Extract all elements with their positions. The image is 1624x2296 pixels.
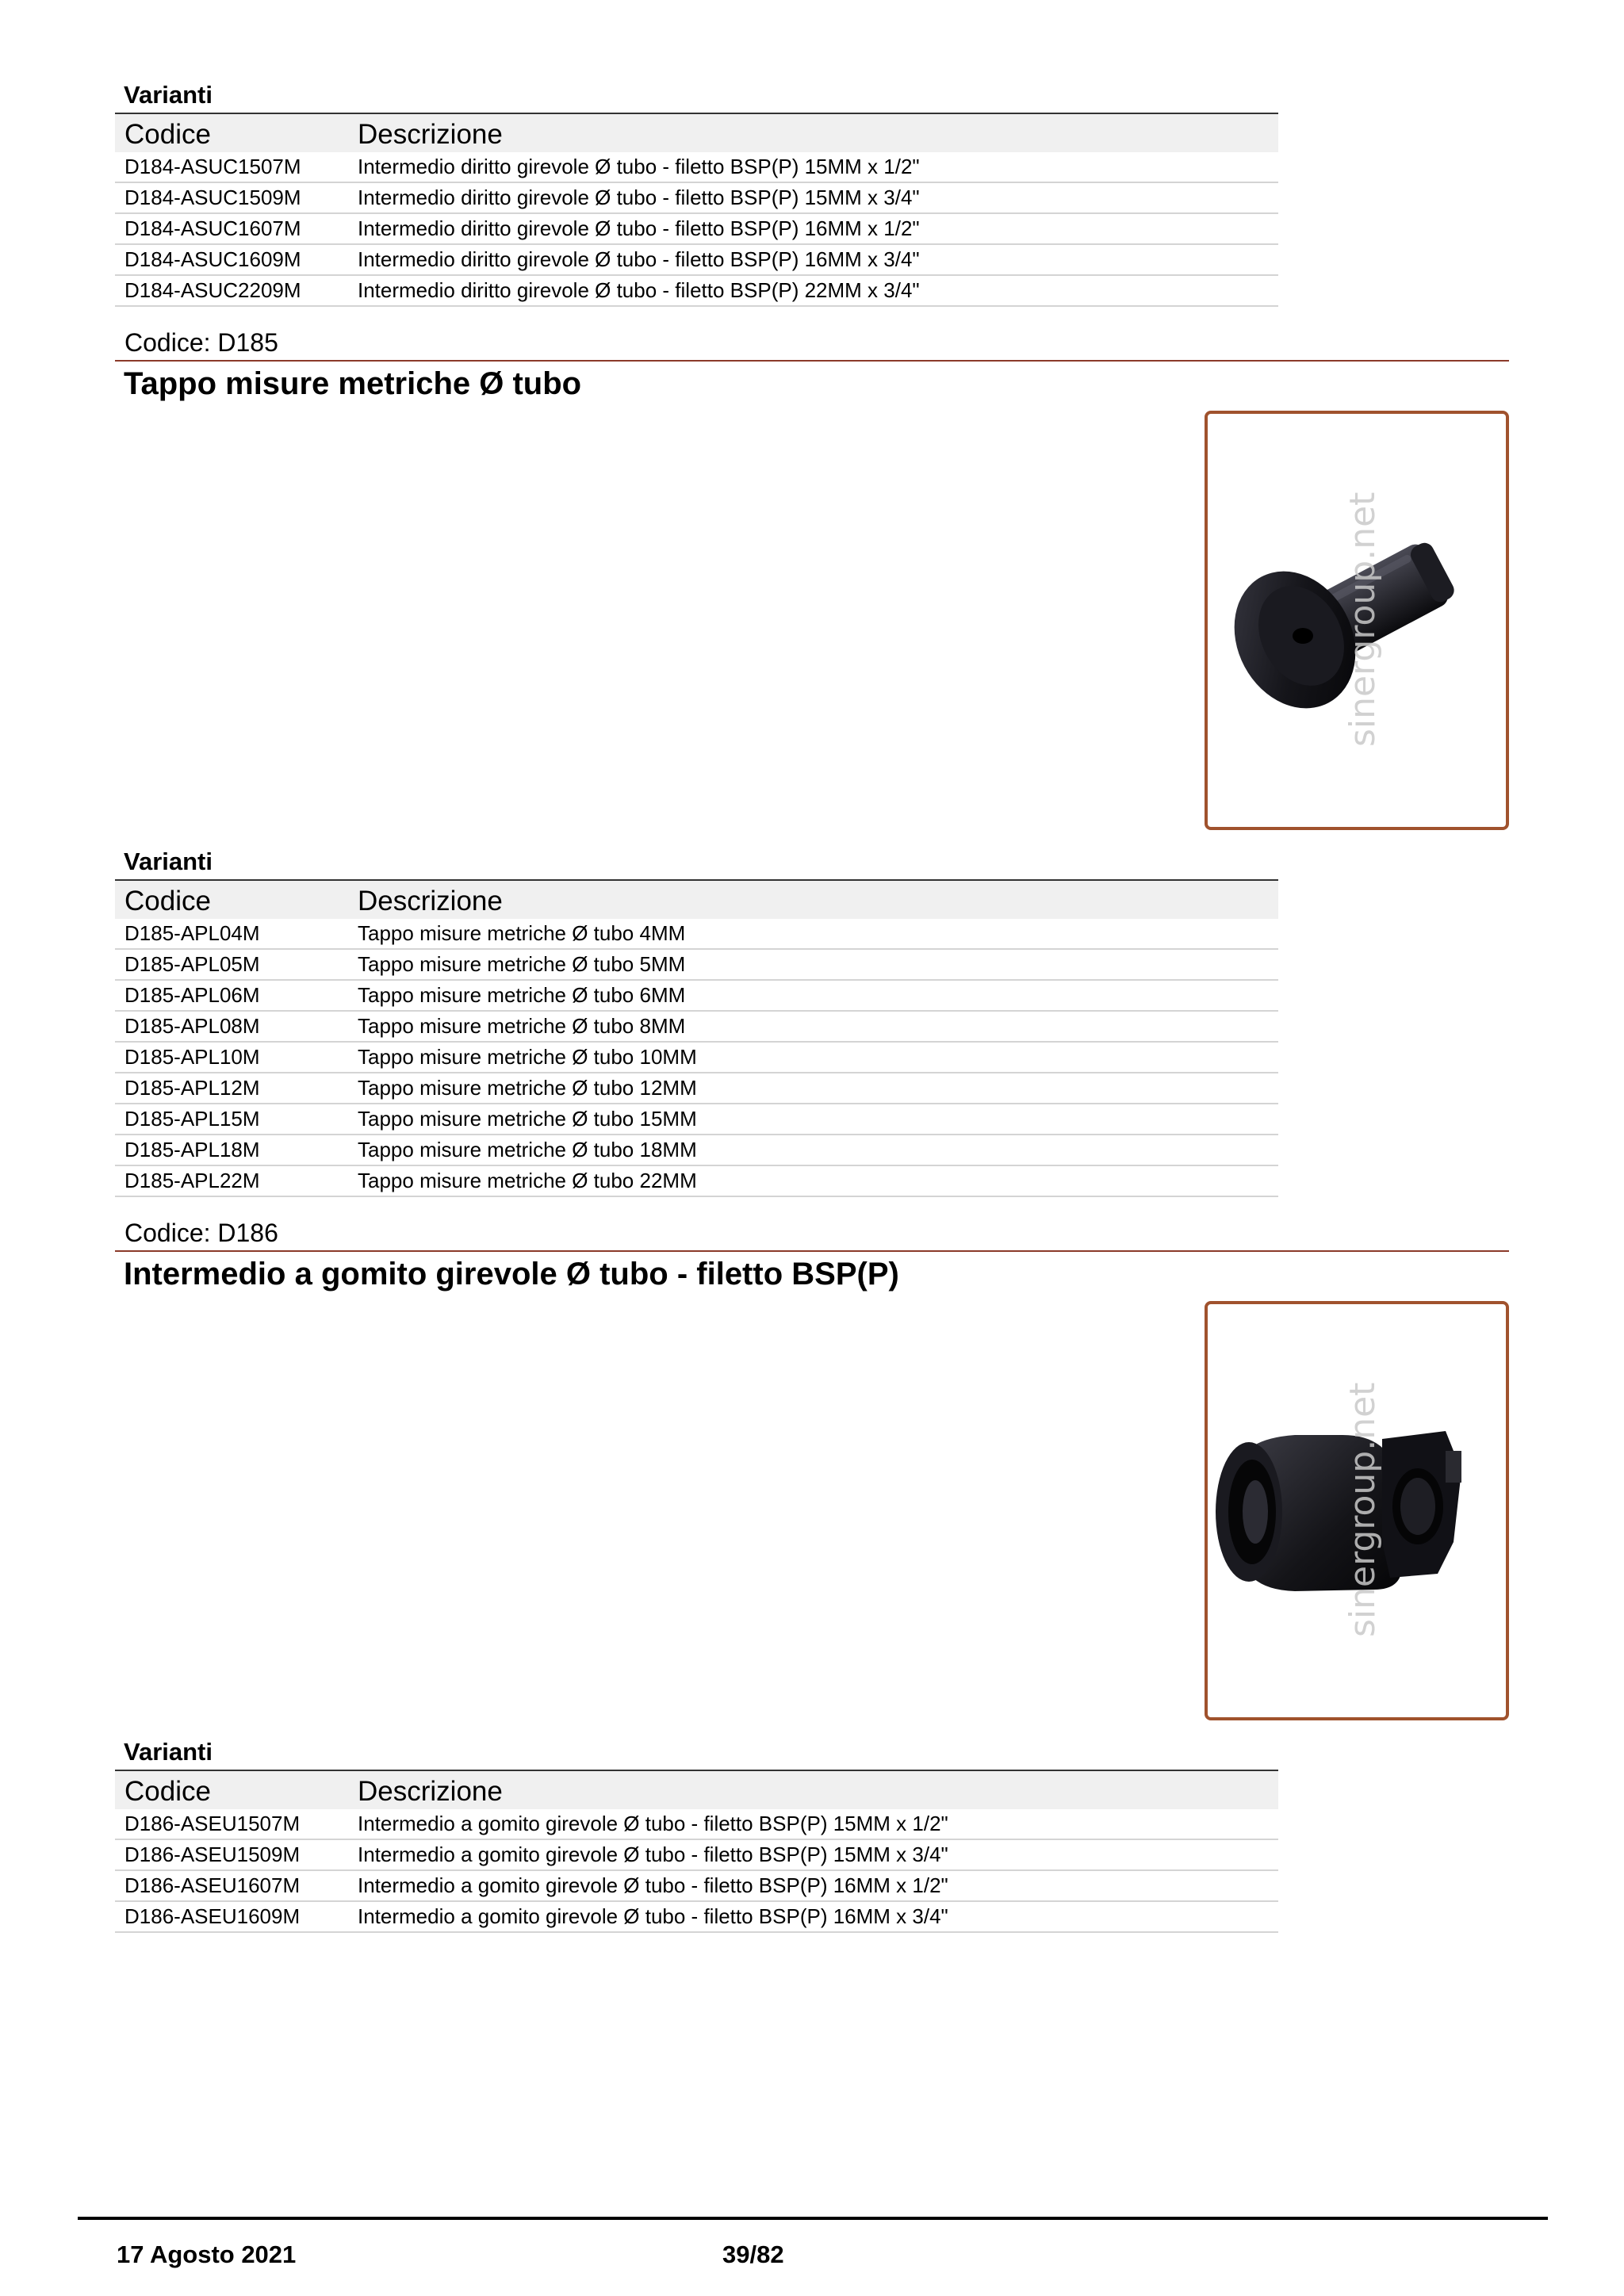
product-code-d186: Codice: D186 [115,1215,1509,1252]
row-code: D185-APL10M [115,1042,348,1073]
table-row [115,1809,1278,1839]
row-desc: Intermedio diritto girevole Ø tubo - filetto BSP(P) 22MM x 3/4" [348,275,1278,306]
table-row [115,1042,1278,1073]
header-descrizione: Descrizione [358,1776,503,1807]
varianti-title: Varianti [124,848,213,875]
row-code: D186-ASEU1609M [115,1901,348,1932]
header-descrizione: Descrizione [358,886,503,916]
footer-date: 17 Agosto 2021 [117,2241,297,2268]
row-desc: Intermedio a gomito girevole Ø tubo - filetto BSP(P) 15MM x 3/4" [348,1839,1278,1870]
table-row [115,1011,1278,1042]
row-desc: Intermedio a gomito girevole Ø tubo - filetto BSP(P) 16MM x 3/4" [348,1901,1278,1932]
row-code: D184-ASUC2209M [115,275,348,306]
row-desc: Tappo misure metriche Ø tubo 4MM [348,919,1278,949]
table-header [115,113,1278,152]
table-row [115,1839,1278,1870]
row-code: D185-APL06M [115,980,348,1011]
table-row [115,949,1278,980]
row-desc: Intermedio diritto girevole Ø tubo - filetto BSP(P) 16MM x 3/4" [348,244,1278,275]
table-header [115,1770,1278,1809]
variants-table-d185 [115,879,1278,1197]
product-code-d185: Codice: D185 [115,325,1509,362]
row-desc: Tappo misure metriche Ø tubo 12MM [348,1073,1278,1104]
row-desc: Tappo misure metriche Ø tubo 22MM [348,1165,1278,1196]
product-image-d185 [1205,411,1509,830]
row-desc: Intermedio diritto girevole Ø tubo - filetto BSP(P) 16MM x 1/2" [348,213,1278,244]
row-code: D185-APL15M [115,1104,348,1135]
footer-divider [78,2217,1548,2220]
plug-fitting-icon [1208,414,1506,827]
product-image-d186 [1205,1301,1509,1720]
row-code: D185-APL22M [115,1165,348,1196]
varianti-title: Varianti [124,81,213,109]
table-row [115,1165,1278,1196]
watermark-text: sinergroup.net [1342,1382,1383,1637]
table-row [115,244,1278,275]
table-row [115,152,1278,182]
row-code: D185-APL05M [115,949,348,980]
row-desc: Intermedio diritto girevole Ø tubo - filetto BSP(P) 15MM x 1/2" [348,152,1278,182]
row-code: D184-ASUC1509M [115,182,348,213]
product-title-d185: Tappo misure metriche Ø tubo [124,366,582,401]
variants-table-d184 [115,113,1278,307]
table-row [115,980,1278,1011]
row-desc: Tappo misure metriche Ø tubo 6MM [348,980,1278,1011]
row-desc: Tappo misure metriche Ø tubo 18MM [348,1135,1278,1165]
table-row [115,1901,1278,1932]
row-desc: Intermedio a gomito girevole Ø tubo - filetto BSP(P) 15MM x 1/2" [348,1809,1278,1839]
row-code: D184-ASUC1609M [115,244,348,275]
table-row [115,1073,1278,1104]
row-code: D185-APL08M [115,1011,348,1042]
variants-table-d186 [115,1770,1278,1933]
row-desc: Tappo misure metriche Ø tubo 5MM [348,949,1278,980]
header-codice: Codice [124,886,211,916]
header-codice: Codice [124,119,211,150]
row-code: D184-ASUC1607M [115,213,348,244]
row-code: D186-ASEU1509M [115,1839,348,1870]
header-descrizione: Descrizione [358,119,503,150]
table-row [115,1135,1278,1165]
table-row [115,1104,1278,1135]
header-codice: Codice [124,1776,211,1807]
table-row [115,919,1278,949]
row-desc: Tappo misure metriche Ø tubo 10MM [348,1042,1278,1073]
row-desc: Intermedio diritto girevole Ø tubo - filetto BSP(P) 15MM x 3/4" [348,182,1278,213]
row-code: D185-APL12M [115,1073,348,1104]
table-row [115,1870,1278,1901]
elbow-fitting-icon [1208,1304,1506,1717]
row-desc: Intermedio a gomito girevole Ø tubo - filetto BSP(P) 16MM x 1/2" [348,1870,1278,1901]
varianti-title: Varianti [124,1738,213,1766]
watermark-text: sinergroup.net [1342,492,1383,747]
table-row [115,213,1278,244]
row-code: D186-ASEU1607M [115,1870,348,1901]
row-desc: Tappo misure metriche Ø tubo 15MM [348,1104,1278,1135]
table-row [115,182,1278,213]
row-code: D186-ASEU1507M [115,1809,348,1839]
page-number: 39/82 [722,2241,784,2268]
row-desc: Tappo misure metriche Ø tubo 8MM [348,1011,1278,1042]
table-header [115,880,1278,919]
row-code: D185-APL04M [115,919,348,949]
table-row [115,275,1278,306]
row-code: D184-ASUC1507M [115,152,348,182]
product-title-d186: Intermedio a gomito girevole Ø tubo - filetto BSP(P) [124,1257,899,1292]
row-code: D185-APL18M [115,1135,348,1165]
